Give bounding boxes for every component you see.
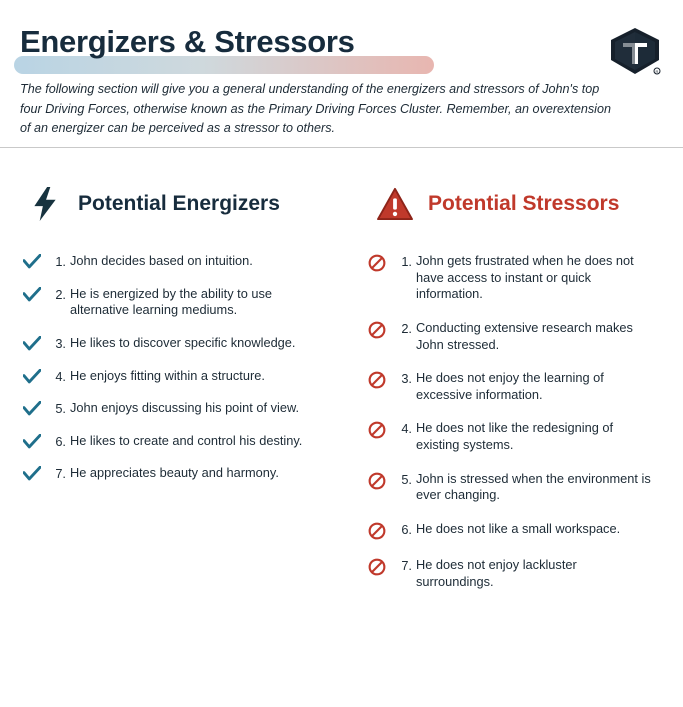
- energizers-heading: Potential Energizers: [78, 192, 280, 215]
- prohibited-icon: [362, 521, 392, 540]
- list-item: [362, 471, 683, 504]
- item-text: He is energized by the ability to use alternative learning mediums.: [70, 285, 273, 318]
- ttisi-logo: [609, 26, 661, 78]
- stressors-column: [352, 149, 683, 707]
- prohibited-icon: [362, 471, 392, 490]
- item-number: 5.: [401, 471, 412, 487]
- list-item: [362, 420, 683, 453]
- list-item: [18, 465, 352, 482]
- list-item: [362, 557, 683, 590]
- stressors-list: [362, 253, 683, 590]
- item-text: He likes to discover specific knowledge.: [70, 334, 296, 350]
- item-number: 6.: [55, 433, 66, 449]
- item-number: 6.: [401, 521, 412, 537]
- list-item: [18, 368, 352, 385]
- item-text: John gets frustrated when he does not have access to instant or quick information.: [416, 253, 634, 302]
- item-number: 7.: [401, 557, 412, 573]
- intro-paragraph: The following section will give you a general understanding of the energizers and stressors of John's top four Driving Forces, otherwise known as the Primary Driving Forces Cluster. Remember, an overextension of an energizer can be perceived as a stressor to others.: [20, 82, 611, 136]
- energizers-header: [18, 185, 352, 223]
- item-text: He enjoys fitting within a structure.: [70, 367, 265, 383]
- item-number: 2.: [55, 286, 66, 302]
- item-text: Conducting extensive research makes John stressed.: [416, 319, 633, 352]
- check-icon: [18, 368, 46, 384]
- check-icon: [18, 433, 46, 449]
- item-number: 7.: [55, 466, 66, 482]
- item-number: 2.: [401, 320, 412, 336]
- item-text: He appreciates beauty and harmony.: [70, 465, 279, 481]
- list-item: [362, 521, 683, 540]
- item-text: John enjoys discussing his point of view.: [70, 400, 300, 416]
- item-text: John decides based on intuition.: [70, 253, 253, 268]
- page-header: [0, 0, 683, 148]
- check-icon: [18, 465, 46, 481]
- list-item: [362, 320, 683, 353]
- energizers-list: [18, 253, 352, 482]
- item-number: 3.: [55, 335, 66, 351]
- prohibited-icon: [362, 370, 392, 389]
- check-icon: [18, 286, 46, 302]
- item-number: 4.: [401, 421, 412, 437]
- item-number: 5.: [55, 401, 66, 417]
- list-item: [18, 286, 352, 319]
- item-text: He does not enjoy lackluster surroundings.: [416, 556, 577, 589]
- list-item: [18, 335, 352, 352]
- prohibited-icon: [362, 557, 392, 576]
- stressors-heading: Potential Stressors: [428, 192, 620, 215]
- list-item: [18, 433, 352, 450]
- energizers-column: [0, 149, 352, 707]
- list-item: [18, 400, 352, 417]
- lightning-bolt-icon: [26, 185, 64, 223]
- svg-text:R: R: [655, 69, 659, 74]
- content-columns: [0, 149, 683, 707]
- item-text: He likes to create and control his destiny.: [70, 432, 303, 448]
- stressors-header: [362, 185, 683, 223]
- item-number: 1.: [401, 254, 412, 269]
- list-item: [362, 253, 683, 303]
- item-text: John is stressed when the environment is ever changing.: [416, 470, 651, 503]
- item-text: He does not like a small workspace.: [416, 520, 621, 536]
- list-item: [18, 253, 352, 270]
- prohibited-icon: [362, 320, 392, 339]
- page-title: Energizers & Stressors: [20, 24, 355, 59]
- warning-triangle-icon: [376, 185, 414, 223]
- item-text: He does not enjoy the learning of excessive information.: [416, 370, 604, 402]
- item-number: 4.: [55, 368, 66, 384]
- prohibited-icon: [362, 420, 392, 439]
- list-item: [362, 370, 683, 403]
- check-icon: [18, 253, 46, 269]
- item-text: He does not like the redesigning of existing systems.: [416, 420, 614, 452]
- check-icon: [18, 335, 46, 351]
- check-icon: [18, 400, 46, 416]
- prohibited-icon: [362, 253, 392, 272]
- item-number: 1.: [55, 254, 66, 269]
- item-number: 3.: [401, 371, 412, 387]
